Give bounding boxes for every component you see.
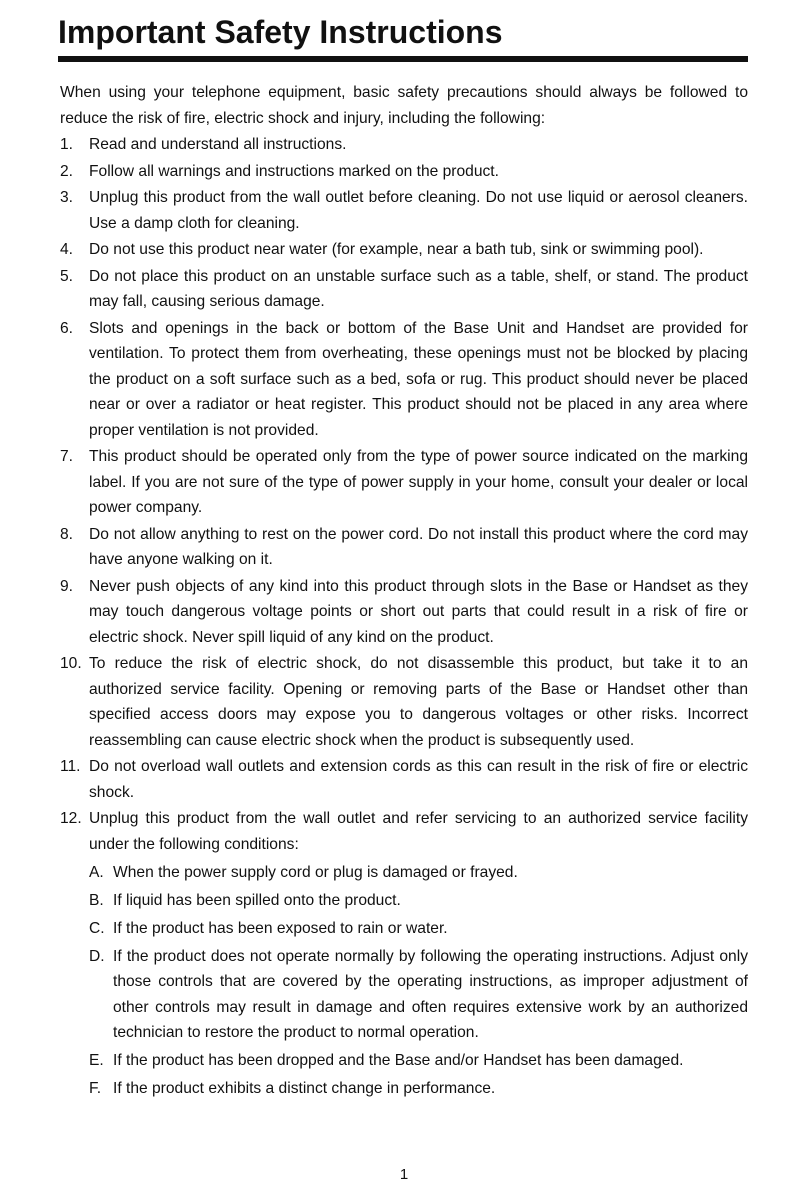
instruction-text: Unplug this product from the wall outlet before cleaning. Do not use liquid or aerosol cleaners. Use a damp cloth for cleaning.: [89, 189, 748, 232]
instruction-7: [60, 444, 748, 521]
instruction-3: [60, 185, 748, 236]
condition-c: [60, 916, 748, 942]
condition-letter: B.: [89, 891, 104, 909]
condition-text: If the product has been exposed to rain or water.: [113, 919, 448, 937]
page-number: 1: [399, 1166, 409, 1183]
instruction-8: [60, 522, 748, 573]
instruction-2: [60, 159, 748, 185]
instruction-6: [60, 316, 748, 444]
instruction-number: 1.: [60, 136, 74, 153]
instruction-9: [60, 574, 748, 651]
instruction-text: To reduce the risk of electric shock, do not disassemble this product, but take it to an authorized service facility. Opening or removing parts of the Base or Handset other than specified access doors may expose you to dangerous voltages or other risks. Incorrect reassembling can cause electric shock when the product is subsequently used.: [89, 655, 748, 749]
condition-letter: D.: [89, 947, 105, 965]
instruction-text: Slots and openings in the back or bottom of the Base Unit and Handset are provided for ventilation. To protect them from overheating, these openings must not be blocked by placing the product on a soft surface such as a bed, sofa or rug. This product should never be placed near or over a radiator or heat register. This product should not be placed in any area where proper ventilation is not provided.: [89, 319, 748, 439]
instruction-text: Do not use this product near water (for example, near a bath tub, sink or swimming pool).: [89, 241, 704, 258]
condition-text: If liquid has been spilled onto the product.: [113, 891, 401, 909]
instruction-text: Read and understand all instructions.: [89, 136, 347, 153]
instruction-12: [60, 806, 748, 857]
instruction-text: Unplug this product from the wall outlet and refer servicing to an authorized service facility under the following conditions:: [89, 810, 748, 853]
instruction-4: [60, 237, 748, 263]
instruction-number: 12.: [60, 810, 82, 827]
condition-text: When the power supply cord or plug is damaged or frayed.: [113, 863, 518, 881]
instruction-10: [60, 651, 748, 753]
condition-text: If the product exhibits a distinct change in performance.: [113, 1080, 496, 1097]
instruction-text: This product should be operated only from the type of power source indicated on the marking label. If you are not sure of the type of power supply in your home, consult your dealer or local power company.: [89, 448, 748, 516]
instruction-text: Follow all warnings and instructions marked on the product.: [89, 162, 499, 180]
instruction-number: 11.: [60, 758, 81, 775]
instruction-number: 5.: [60, 267, 74, 285]
condition-a: [60, 860, 748, 886]
instruction-text: Never push objects of any kind into this product through slots in the Base or Handset as they may touch dangerous voltage points or short out parts that could result in a risk of fire or electric shock. Never spill liquid of any kind on the product.: [89, 577, 748, 646]
condition-letter: C.: [89, 919, 105, 937]
instruction-number: 8.: [60, 525, 74, 543]
condition-b: [60, 888, 748, 914]
servicing-conditions: [60, 860, 748, 1102]
intro-paragraph: When using your telephone equipment, basic safety precautions should always be followed to reduce the risk of fire, electric shock and injury, including the following:: [60, 84, 748, 127]
condition-text: If the product has been dropped and the Base and/or Handset has been damaged.: [113, 1052, 684, 1069]
instruction-number: 4.: [60, 241, 74, 258]
instruction-1: [60, 132, 748, 158]
instruction-5: [60, 264, 748, 315]
instruction-text: Do not allow anything to rest on the power cord. Do not install this product where the cord may have anyone walking on it.: [89, 525, 748, 568]
instruction-11: [60, 754, 748, 805]
instruction-text: Do not overload wall outlets and extension cords as this can result in the risk of fire or electric shock.: [89, 758, 748, 801]
instruction-number: 9.: [60, 577, 74, 595]
title-rule: [58, 56, 748, 62]
condition-letter: E.: [89, 1052, 104, 1069]
instruction-number: 10.: [60, 655, 82, 672]
page-title: Important Safety Instructions: [58, 14, 503, 50]
condition-text: If the product does not operate normally by following the operating instructions. Adjust only those controls that are covered by the operating instructions, as improper adjustment of other controls may result in damage and often requires extensive work by an authorized technician to restore the product to normal operation.: [113, 947, 748, 1041]
condition-letter: A.: [89, 863, 104, 881]
condition-d: [60, 944, 748, 1046]
condition-e: [60, 1048, 748, 1074]
instructions-body: [60, 80, 748, 1102]
condition-letter: F.: [89, 1080, 102, 1097]
instruction-number: 7.: [60, 448, 74, 465]
instruction-text: Do not place this product on an unstable surface such as a table, shelf, or stand. The product may fall, causing serious damage.: [89, 267, 748, 310]
instruction-number: 6.: [60, 319, 74, 337]
instruction-number: 3.: [60, 189, 74, 206]
instruction-number: 2.: [60, 162, 74, 180]
condition-f: [60, 1076, 748, 1102]
